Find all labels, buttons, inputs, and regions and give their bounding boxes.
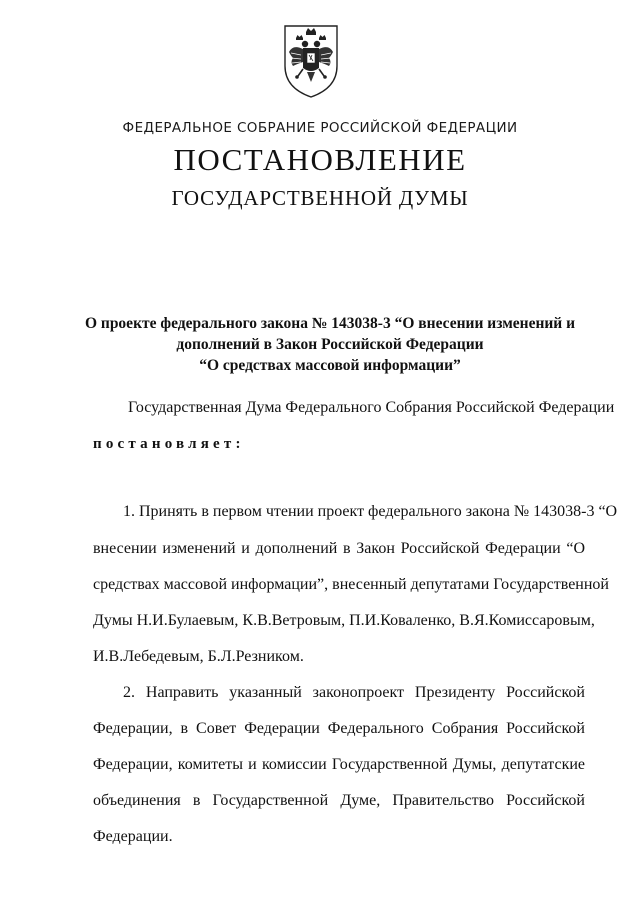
paragraph-line: 1. Принять в первом чтении проект федерального закона № 143038-3 “О [123, 503, 618, 520]
issuer-heading: ГОСУДАРСТВЕННОЙ ДУМЫ [171, 186, 469, 210]
paragraph-line: И.В.Лебедевым, Б.Л.Резником. [93, 648, 304, 665]
resolves-word: постановляет: [93, 436, 245, 452]
russian-coat-of-arms-icon [281, 22, 341, 100]
subject-line: дополнений в Закон Российской Федерации [176, 336, 484, 353]
document-subject [60, 313, 600, 376]
paragraph-line: 2. Направить указанный законопроект Президенту Российской [123, 684, 585, 701]
document-type-heading: ПОСТАНОВЛЕНИЕ [173, 142, 467, 177]
paragraph-line: Федерации, в Совет Федерации Федерального Собрания Российской [93, 720, 585, 737]
subject-line: О проекте федерального закона № 143038-3 “О внесении изменений и [84, 315, 576, 332]
paragraph-line: средствах массовой информации”, внесенный депутатами Государственной [93, 576, 609, 593]
organization-title: ФЕДЕРАЛЬНОЕ СОБРАНИЕ РОССИЙСКОЙ ФЕДЕРАЦИИ [122, 120, 518, 136]
subject-line: “О средствах массовой информации” [199, 357, 461, 374]
paragraph-line: объединения в Государственной Думе, Правительство Российской [93, 792, 585, 809]
paragraph-line: внесении изменений и дополнений в Закон Российской Федерации “О [93, 540, 585, 557]
paragraph-line: Федерации, комитеты и комиссии Государственной Думы, депутатские [93, 756, 585, 773]
paragraph-line: Федерации. [93, 828, 173, 845]
intro-text: Государственная Дума Федерального Собрания Российской Федерации [128, 399, 615, 416]
paragraph-line: Думы Н.И.Булаевым, К.В.Ветровым, П.И.Коваленко, В.Я.Комиссаровым, [93, 612, 595, 629]
